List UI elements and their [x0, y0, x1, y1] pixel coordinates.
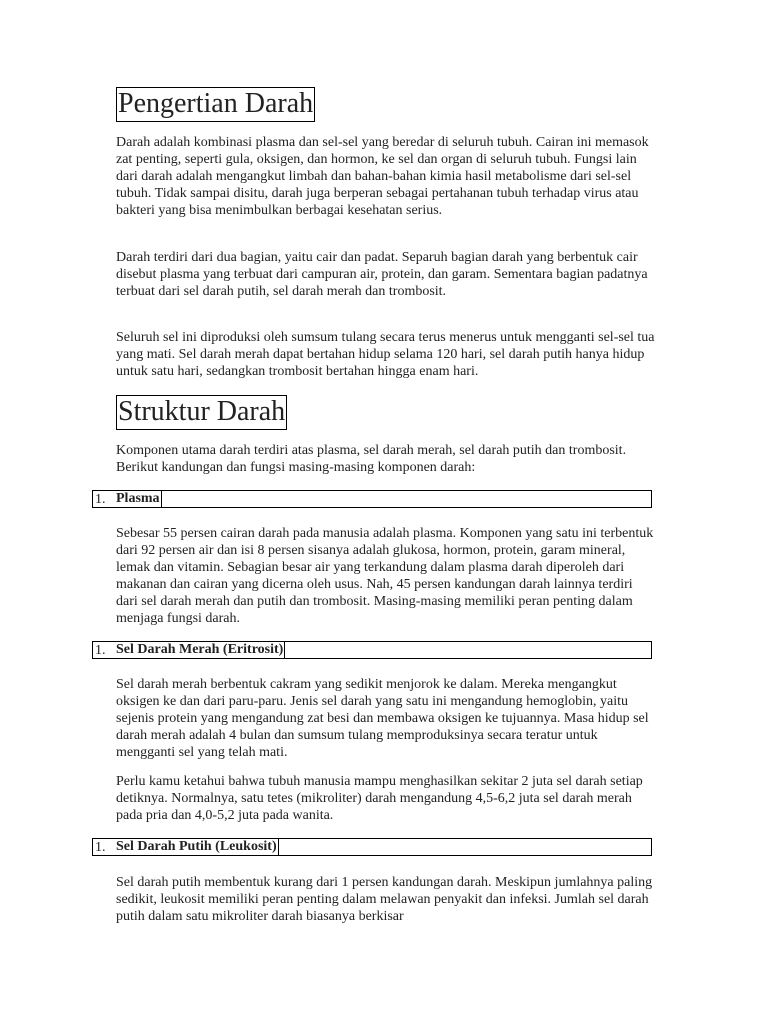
list-item-title: Plasma [116, 491, 160, 506]
list-item-eritrosit [92, 641, 652, 659]
paragraph-composition: Darah terdiri dari dua bagian, yaitu cair dan padat. Separuh bagian darah yang berbentuk cair disebut plasma yang terbuat dari campuran air, protein, dan garam. Sementara bagian padatnya terbuat dari sel darah putih, sel darah merah dan trombosit. [116, 250, 648, 299]
paragraph-definition: Darah adalah kombinasi plasma dan sel-sel yang beredar di seluruh tubuh. Cairan ini memasok zat penting, seperti gula, oksigen, dan hormon, ke sel dan organ di seluruh tubuh. Fungsi lain dari darah adalah mengangkut limbah dan bahan-bahan kimia hasil metabolisme dari sel-sel tubuh. Tidak sampai disitu, darah juga berperan sebagai pertahanan tubuh terhadap virus atau bakteri yang bisa menimbulkan berbagai kesehatan serius. [116, 135, 649, 218]
paragraph-leukosit: Sel darah putih membentuk kurang dari 1 persen kandungan darah. Meskipun jumlahnya paling sedikit, leukosit memiliki peran penting dalam melawan penyakit dan infeksi. Jumlah sel darah putih dalam satu mikroliter darah biasanya berkisar [116, 875, 653, 924]
paragraph-eritrosit: Sel darah merah berbentuk cakram yang sedikit menjorok ke dalam. Mereka mengangkut oksigen ke dan dari paru-paru. Jenis sel darah yang satu ini mengandung hemoglobin, yaitu sejenis protein yang mengandung zat besi dan membawa oksigen ke tujuannya. Masa hidup sel darah merah adalah 4 bulan dan sumsum tulang memproduksinya secara teratur untuk mengganti sel yang telah mati. [116, 677, 649, 760]
paragraph-production: Seluruh sel ini diproduksi oleh sumsum tulang secara terus menerus untuk mengganti sel-sel tua yang mati. Sel darah merah dapat bertahan hidup selama 120 hari, sel darah putih hanya hidup untuk satu hari, sedangkan trombosit bertahan hingga enam hari. [116, 330, 655, 379]
paragraph-eritrosit-count: Perlu kamu ketahui bahwa tubuh manusia mampu menghasilkan sekitar 2 juta sel darah setiap detiknya. Normalnya, satu tetes (mikroliter) darah mengandung 4,5-6,2 juta sel darah merah pada pria dan 4,0-5,2 juta pada wanita. [116, 774, 643, 823]
list-item-plasma [92, 490, 652, 508]
heading-struktur-darah: Struktur Darah [116, 395, 287, 430]
paragraph-components-intro: Komponen utama darah terdiri atas plasma, sel darah merah, sel darah putih dan trombosit. Berikut kandungan dan fungsi masing-masing komponen darah: [116, 443, 627, 475]
list-item-title: Sel Darah Putih (Leukosit) [116, 839, 277, 854]
list-number: 1. [95, 643, 106, 658]
paragraph-plasma: Sebesar 55 persen cairan darah pada manusia adalah plasma. Komponen yang satu ini terbentuk dari 92 persen air dan isi 8 persen sisanya adalah glukosa, hormon, protein, garam mineral, lemak dan vitamin. Sebagian besar air yang terkandung dalam plasma darah diperoleh dari makanan dan cairan yang dicerna oleh usus. Nah, 45 persen kandungan darah lainnya terdiri dari sel darah merah dan putih dan trombosit. Masing-masing memiliki peran penting dalam menjaga fungsi darah. [116, 526, 654, 626]
list-item-title: Sel Darah Merah (Eritrosit) [116, 642, 284, 657]
list-item-leukosit [92, 838, 652, 856]
heading-pengertian-darah: Pengertian Darah [116, 87, 315, 122]
list-number: 1. [95, 492, 106, 507]
list-number: 1. [95, 840, 106, 855]
